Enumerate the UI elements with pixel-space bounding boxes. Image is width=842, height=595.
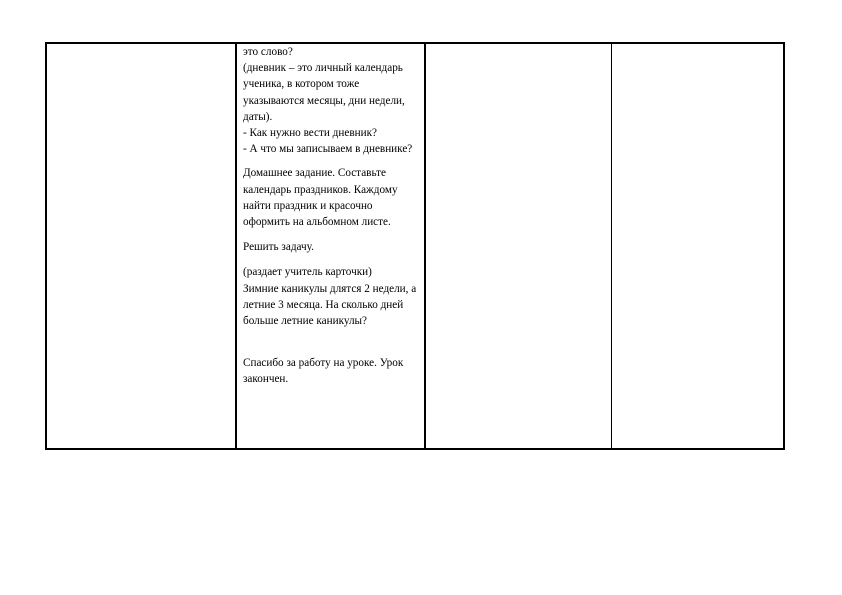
table-cell-stage [47, 44, 237, 448]
lesson-table [45, 42, 785, 450]
task-problem: (раздает учитель карточки) Зимние каникулы длятся 2 недели, а летние 3 месяца. На сколько дней больше летние каникулы? [243, 266, 417, 328]
discussion-questions: это слово? (дневник – это личный календарь ученика, в котором тоже указываются месяцы, дни недели, даты). - Как нужно вести дневник? - А что мы записываем в дневнике? [243, 46, 413, 156]
lesson-closing: Спасибо за работу на уроке. Урок закончен. [243, 357, 404, 386]
teacher-activity-text [243, 44, 421, 388]
table-cell-results [612, 44, 783, 448]
table-cell-teacher-activity [237, 44, 426, 448]
table-cell-student-activity [426, 44, 612, 448]
homework-assignment: Домашнее задание. Составьте календарь праздников. Каждому найти праздник и красочно оформить на альбомном листе. [243, 167, 398, 229]
task-heading: Решить задачу. [243, 241, 314, 254]
